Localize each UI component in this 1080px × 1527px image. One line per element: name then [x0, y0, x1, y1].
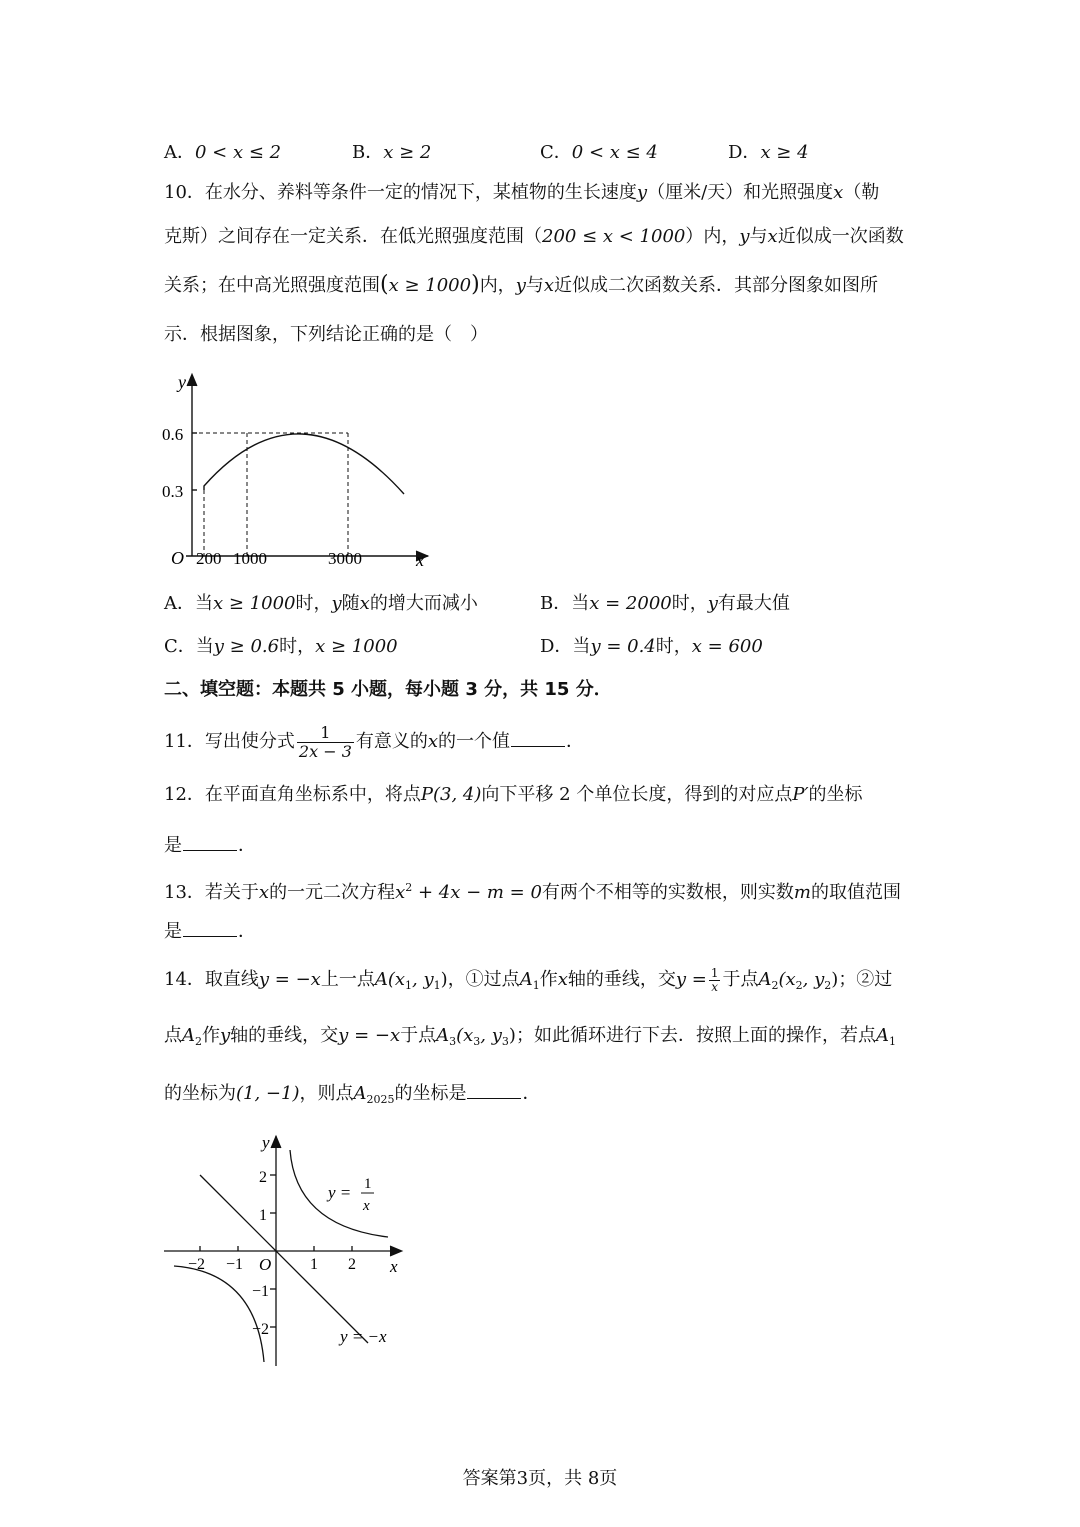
y-axis-arrow [187, 374, 197, 386]
x-label: x [390, 1257, 398, 1276]
q12-answer-blank[interactable] [183, 832, 237, 851]
curve-label-num: 1 [364, 1176, 372, 1192]
y-label: y [178, 372, 186, 392]
q11-answer-blank[interactable] [511, 728, 565, 747]
q13-answer-blank[interactable] [183, 918, 237, 937]
q9-option-a: A．0 < x ≤ 2 [164, 142, 282, 163]
q10-option-b: B．当x = 2000时，y有最大值 [540, 593, 790, 614]
growth-graph [160, 368, 440, 573]
x-axis-arrow [390, 1246, 402, 1256]
q10-line-1: 10．在水分、养料等条件一定的情况下，某植物的生长速度y（厘米/天）和光照强度x（勒 [164, 182, 880, 203]
q9-option-d: D．x ≥ 4 [728, 142, 809, 163]
q9-option-b: B．x ≥ 2 [352, 142, 432, 163]
q14-line-3: 的坐标为(1, −1)，则点$A_{2025}$的坐标是 ． [164, 1080, 540, 1112]
x-tick-label-neg2: −2 [188, 1256, 206, 1273]
q14-line-2: 点$A_2$作y轴的垂线，交y = −x于点$A_3(x_3$, $y_3$)；如此循环进行下去．按照上面的操作，若点$A_1$ [164, 1025, 896, 1048]
y-tick-label-2: 2 [259, 1169, 267, 1186]
q14-fraction: $\frac{1}{x}$ [710, 965, 719, 994]
origin-label: O [171, 548, 184, 568]
hyperbola-branch-2 [174, 1266, 264, 1362]
q10-option-a: A．当x ≥ 1000时，y随x的增大而减小 [164, 593, 478, 614]
q12-line-1: 12．在平面直角坐标系中，将点P(3, 4)向下平移 2 个单位长度，得到的对应点P′的坐标 [164, 784, 863, 805]
y-tick-label-neg1: −1 [252, 1283, 270, 1300]
y-tick-0.6: 0.6 [162, 425, 184, 444]
x-tick-3000: 3000 [328, 549, 362, 568]
y-tick-label-neg2: −2 [252, 1321, 270, 1338]
curve-label-pre: y = [328, 1183, 352, 1202]
growth-curve [204, 434, 404, 494]
x-tick-label-2: 2 [348, 1256, 356, 1273]
x-tick-1000: 1000 [233, 549, 267, 568]
q12-line-2: 是 ． [164, 832, 256, 858]
section-2-heading: 二、填空题：本题共 5 小题，每小题 3 分，共 15 分． [164, 679, 612, 700]
q10-option-d: D．当y = 0.4时，x = 600 [540, 636, 763, 657]
y-tick-0.3: 0.3 [162, 482, 184, 501]
x-tick-label-neg1: −1 [226, 1256, 244, 1273]
y-label: y [262, 1133, 270, 1152]
q10-line-2: 克斯）之间存在一定关系．在低光照强度范围（200 ≤ x < 1000）内，y与x近似成一次函数 [164, 226, 904, 247]
y-tick-label-1: 1 [259, 1207, 267, 1224]
origin-label: O [259, 1255, 272, 1274]
line-label: y = −x [340, 1327, 387, 1346]
x-tick-label-1: 1 [310, 1256, 318, 1273]
q10-line-3: 关系；在中高光照强度范围(x ≥ 1000)内，y与x近似成二次函数关系．其部分图象如图所 [164, 272, 879, 297]
q14-answer-blank[interactable] [467, 1080, 521, 1099]
q13-line-1: 13．若关于x的一元二次方程$x^2 + 4x - m = 0$有两个不相等的实数根，则实数m的取值范围 [164, 881, 901, 903]
q11: 11．写出使分式 $\frac{1}{2x - 3}$ 有意义的x的一个值 ． [164, 722, 585, 761]
q14-line-1: 14．取直线y = −x上一点$A(x_1$, $y_1$)，①过点$A_1$作x轴的垂线，交y = $\frac{1}{x}$ 于点$A_2(x_2$, $y_2$)；②过 [164, 965, 893, 994]
q10-line-4: 示．根据图象，下列结论正确的是（ ） [164, 324, 488, 345]
y-axis-arrow [271, 1136, 281, 1148]
x-label: x [416, 550, 424, 570]
curve-label-den: x [363, 1198, 370, 1214]
coordinate-graph [160, 1130, 410, 1375]
q13-line-2: 是 ． [164, 918, 256, 944]
q9-option-c: C．0 < x ≤ 4 [540, 142, 658, 163]
page-footer: 答案第3页，共 8页 [462, 1468, 618, 1489]
q11-fraction: $\frac{1}{2x - 3}$ [298, 722, 352, 761]
q10-option-c: C．当y ≥ 0.6时，x ≥ 1000 [164, 636, 398, 657]
x-tick-200: 200 [196, 549, 222, 568]
